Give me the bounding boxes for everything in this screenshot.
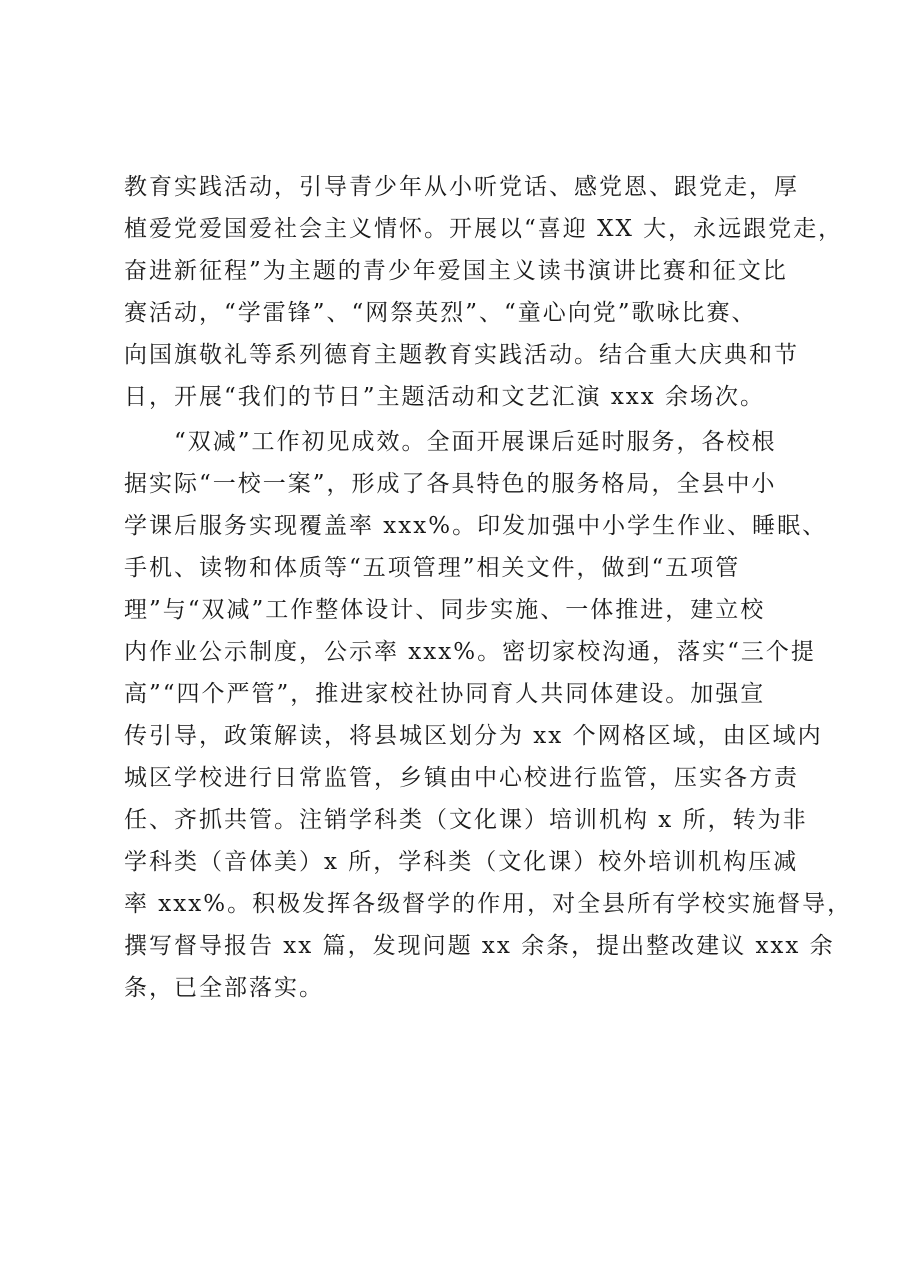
paragraph-2 — [124, 421, 853, 1009]
paragraph-line: 赛活动，“学雷锋”、“网祭英烈”、“童心向党”歌咏比赛、 — [124, 300, 757, 326]
paragraph-line: “双减”工作初见成效。全面开展课后延时服务，各校根 — [124, 429, 777, 455]
paragraph-line: 日，开展“我们的节日”主题活动和文艺汇演 xxx 余场次。 — [124, 384, 766, 410]
paragraph-line: 条，已全部落实。 — [124, 975, 324, 1001]
paragraph-line: 城区学校进行日常监管，乡镇由中心校进行监管，压实各方责 — [124, 765, 799, 791]
paragraph-line: 高”“四个严管”，推进家校社协同育人共同体建设。加强宣 — [124, 681, 766, 707]
paragraph-line: 植爱党爱国爱社会主义情怀。开展以“喜迎 XX 大，永远跟党走， — [124, 216, 844, 242]
paragraph-line: 率 xxx%。积极发挥各级督学的作用，对全县所有学校实施督导， — [124, 891, 853, 917]
paragraph-line: 据实际“一校一案”，形成了各具特色的服务格局，全县中小 — [124, 471, 777, 497]
paragraph-line: 撰写督导报告 xx 篇，发现问题 xx 余条，提出整改建议 xxx 余 — [124, 933, 835, 959]
paragraph-1 — [124, 166, 844, 418]
paragraph-line: 传引导，政策解读，将县城区划分为 xx 个网格区域，由区域内 — [124, 723, 823, 749]
paragraph-line: 学课后服务实现覆盖率 xxx%。印发加强中小学生作业、睡眠、 — [124, 513, 828, 539]
paragraph-line: 手机、读物和体质等“五项管理”相关文件，做到“五项管 — [124, 555, 741, 581]
paragraph-line: 理”与“双减”工作整体设计、同步实施、一体推进，建立校 — [124, 597, 766, 623]
paragraph-line: 任、齐抓共管。注销学科类（文化课）培训机构 x 所，转为非 — [124, 807, 808, 833]
paragraph-line: 教育实践活动，引导青少年从小听党话、感党恩、跟党走，厚 — [124, 174, 799, 200]
document-body — [124, 166, 853, 1009]
paragraph-line: 学科类（音体美）x 所，学科类（文化课）校外培训机构压减 — [124, 849, 799, 875]
paragraph-line: 向国旗敬礼等系列德育主题教育实践活动。结合重大庆典和节 — [124, 342, 799, 368]
paragraph-line: 奋进新征程”为主题的青少年爱国主义读书演讲比赛和征文比 — [124, 258, 788, 284]
paragraph-line: 内作业公示制度，公示率 xxx%。密切家校沟通，落实“三个提 — [124, 639, 816, 665]
